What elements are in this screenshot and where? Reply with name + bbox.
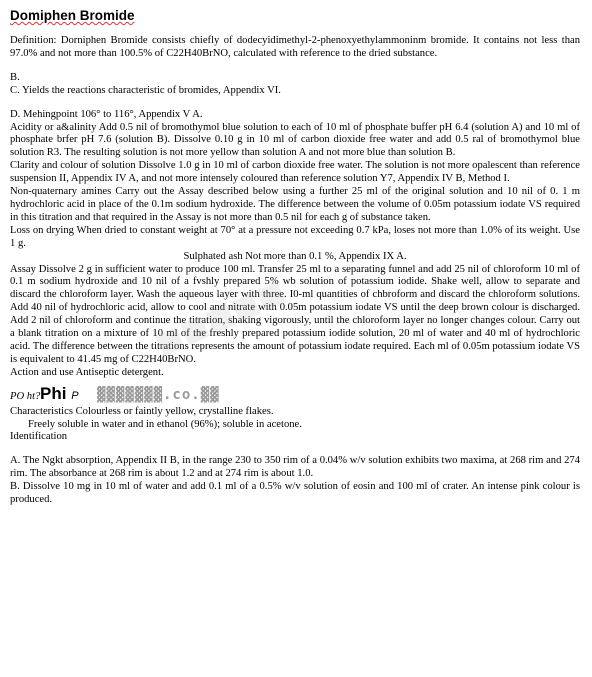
sulphated-ash-line: Sulphated ash Not more than 0.1 %, Appendix IX A. xyxy=(183,250,407,262)
characteristics-line: Characteristics Colourless or faintly yellow, crystalline flakes. xyxy=(10,405,274,417)
test-c: C. Yields the reactions characteristic of bromides, Appendix VI. xyxy=(10,84,281,96)
background-watermark: ■■■■■ xyxy=(145,264,294,370)
clarity-paragraph: Clarity and colour of solution Dissolve 1.0 g in 10 ml of carbon dioxide free water. The solution is not more opalescent than reference suspension II, Appendix IV A, and not more intensely coloured than reference solution Y7, Appendix IV B, Method I. xyxy=(10,160,580,185)
test-d-melting-point: D. Mehingpoint 106° to 116°, Appendix V A. xyxy=(10,108,203,120)
watermark-logo-text: ▓▓▓▓▓▓▓.co.▓▓ xyxy=(97,386,220,403)
solubility-line: Freely soluble in water and in ethanol (96%); soluble in acetone. xyxy=(28,418,302,430)
definition-paragraph: Definition: Dorniphen Bromide consists chiefly of dodecyidimethyl-2-phenoxyethylammoninm bromide. It contains not less than 97.0% and not more than 100.5% of C22H40BrNO, calculated with reference to the dried substance. xyxy=(10,35,580,59)
brand-title: Phi P xyxy=(40,383,79,403)
identification-a: A. The Ngkt absorption, Appendix II B, in the range 230 to 350 rim of a 0.04% w/v solution exhibits two maxima, at 268 rim and 274 rim. The absorbance at 268 rim is about 1.2 and at 274 rim is about 1.0. xyxy=(10,455,580,480)
test-b: B. xyxy=(10,71,20,83)
identification-heading: Identification xyxy=(10,431,68,443)
brand-header xyxy=(10,384,580,406)
acidity-paragraph: Acidity or a&alinity Add 0.5 nil of bromothymol blue solution to each of 10 ml of phosphate buffer pH 6.4 (solution A) and 10 ml of phosphate brfer pH 7.6 (solution B). Dissolve 0.10 g in 10 ml of carbon dioxide free water and add 0.5 ral of bromothymol blue solution R3. The resulting solution is not more yellow than solution A and not more blue than solution B. xyxy=(10,121,580,159)
nonquaternary-paragraph: Non-quaternary amines Carry out the Assay described below using a further 25 ml of the original solution and 10 nil of 0. 1 m hydrochloric acid in place of the 0.1m sodium hydroxide. The difference between the volume of 0.05m potassium iodate VS required in this titration and that required in the Assay is not more than 0.5 nil for each g of substance taken. xyxy=(10,186,580,223)
loss-on-drying-paragraph: Loss on drying When dried to constant weight at 70° at a pressure not exceeding 0.7 kPa, loses not more than 1.0% of its weight. Use 1 g. xyxy=(10,224,580,249)
page-title: Domiphen Bromide xyxy=(10,8,135,23)
assay-paragraph: Assay Dissolve 2 g in sufficient water to produce 100 ml. Transfer 25 ml to a separating funnel and add 25 nil of chloroform 10 ml of 0.1 m sodium hydroxide and 10 nil of a fvshly prepared 5% wb solution of potassium iodide. Shake well, allow to separate and discard the chloroform layer. Wash the aqueous layer with three. I0-ml quantities of chbroform and discard the chloroform solutions. Add 40 nil of hydrochloric acid, allow to cool and nitrate with 0.05m potassium iodate VS until the deep brown colour is discharged. Add 2 nil of chloroform and continue the titration, shaking vigorously, until the chloroform layer no longer changes colour. Carry out a blank titration on a mixture of 10 ml of the freshly prepared potassium iodide solution, 20 ml of water and 40 ml of hydrochloric acid. The difference between the titrations represents the amount of potassium iodate required. Each ml of 0.05m potassium iodate VS is equivalent to 41.45 mg of C22H40BrNO. xyxy=(10,263,580,365)
identification-b: B. Dissolve 10 mg in 10 ml of water and add 0.1 ml of a 0.5% w/v solution of eosin and 100 ml of crater. An intense pink colour is produced. xyxy=(10,481,580,506)
brand-label: PO ht? xyxy=(10,390,41,402)
action-and-use-line: Action and use Antiseptic detergent. xyxy=(10,366,164,378)
